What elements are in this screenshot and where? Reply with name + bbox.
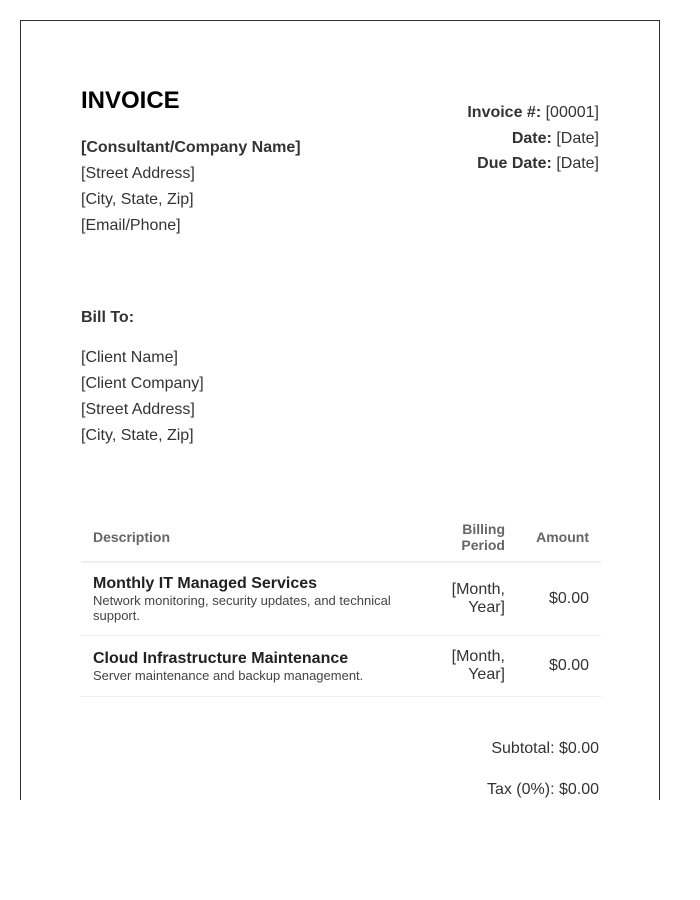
item-period-line1: [Month, [451, 648, 505, 665]
invoice-meta [467, 100, 599, 177]
sender-block [81, 135, 301, 239]
item-period-line2: Year] [468, 666, 505, 683]
invoice-date-value: [Date] [556, 129, 599, 147]
bill-to-label: Bill To: [81, 309, 135, 326]
invoice-date-label: Date: [511, 129, 552, 147]
item-period-line1: [Month, [451, 581, 505, 598]
invoice-date-line [467, 126, 599, 152]
table-row [81, 636, 601, 697]
client-city-state-zip: [City, State, Zip] [81, 427, 194, 444]
sender-company-name: [Consultant/Company Name] [81, 139, 301, 156]
item-name: Cloud Infrastructure Maintenance [93, 649, 349, 667]
client-name: [Client Name] [81, 349, 178, 366]
invoice-due-date-value: [Date] [556, 155, 599, 172]
item-note: Server maintenance and backup management. [93, 667, 364, 683]
client-street-address: [Street Address] [81, 401, 195, 418]
header-billing-period-line1: Billing [462, 521, 505, 537]
invoice-page [20, 20, 660, 800]
header-billing-period-line2: Period [461, 537, 505, 553]
invoice-due-date-label: Due Date: [477, 155, 552, 172]
invoice-due-date-line [467, 151, 599, 177]
subtotal: Subtotal: $0.00 [491, 740, 599, 757]
client-company: [Client Company] [81, 375, 204, 392]
invoice-number-value: [00001] [545, 104, 599, 121]
table-header-row [81, 513, 601, 562]
item-billing-period [435, 562, 513, 636]
item-name: Monthly IT Managed Services [93, 575, 318, 592]
table-row [81, 562, 601, 636]
line-items-table [81, 513, 601, 697]
header-description: Description [81, 513, 435, 562]
header-billing-period [435, 513, 513, 562]
item-billing-period [435, 636, 513, 697]
totals-block [487, 739, 599, 821]
item-amount: $0.00 [513, 562, 601, 636]
sender-email-phone: [Email/Phone] [81, 217, 181, 234]
sender-city-state-zip: [City, State, Zip] [81, 191, 194, 208]
header-amount: Amount [513, 513, 601, 562]
invoice-number-line [467, 100, 599, 126]
item-amount: $0.00 [513, 636, 601, 697]
sender-street-address: [Street Address] [81, 165, 195, 182]
item-note: Network monitoring, security updates, and technical support. [93, 593, 391, 623]
bill-to-block [81, 345, 204, 449]
tax: Tax (0%): $0.00 [486, 781, 599, 798]
invoice-number-label: Invoice #: [467, 104, 542, 121]
item-description-cell [81, 636, 435, 697]
item-description-cell [81, 562, 435, 636]
invoice-title: INVOICE [81, 87, 180, 114]
item-period-line2: Year] [468, 599, 505, 616]
